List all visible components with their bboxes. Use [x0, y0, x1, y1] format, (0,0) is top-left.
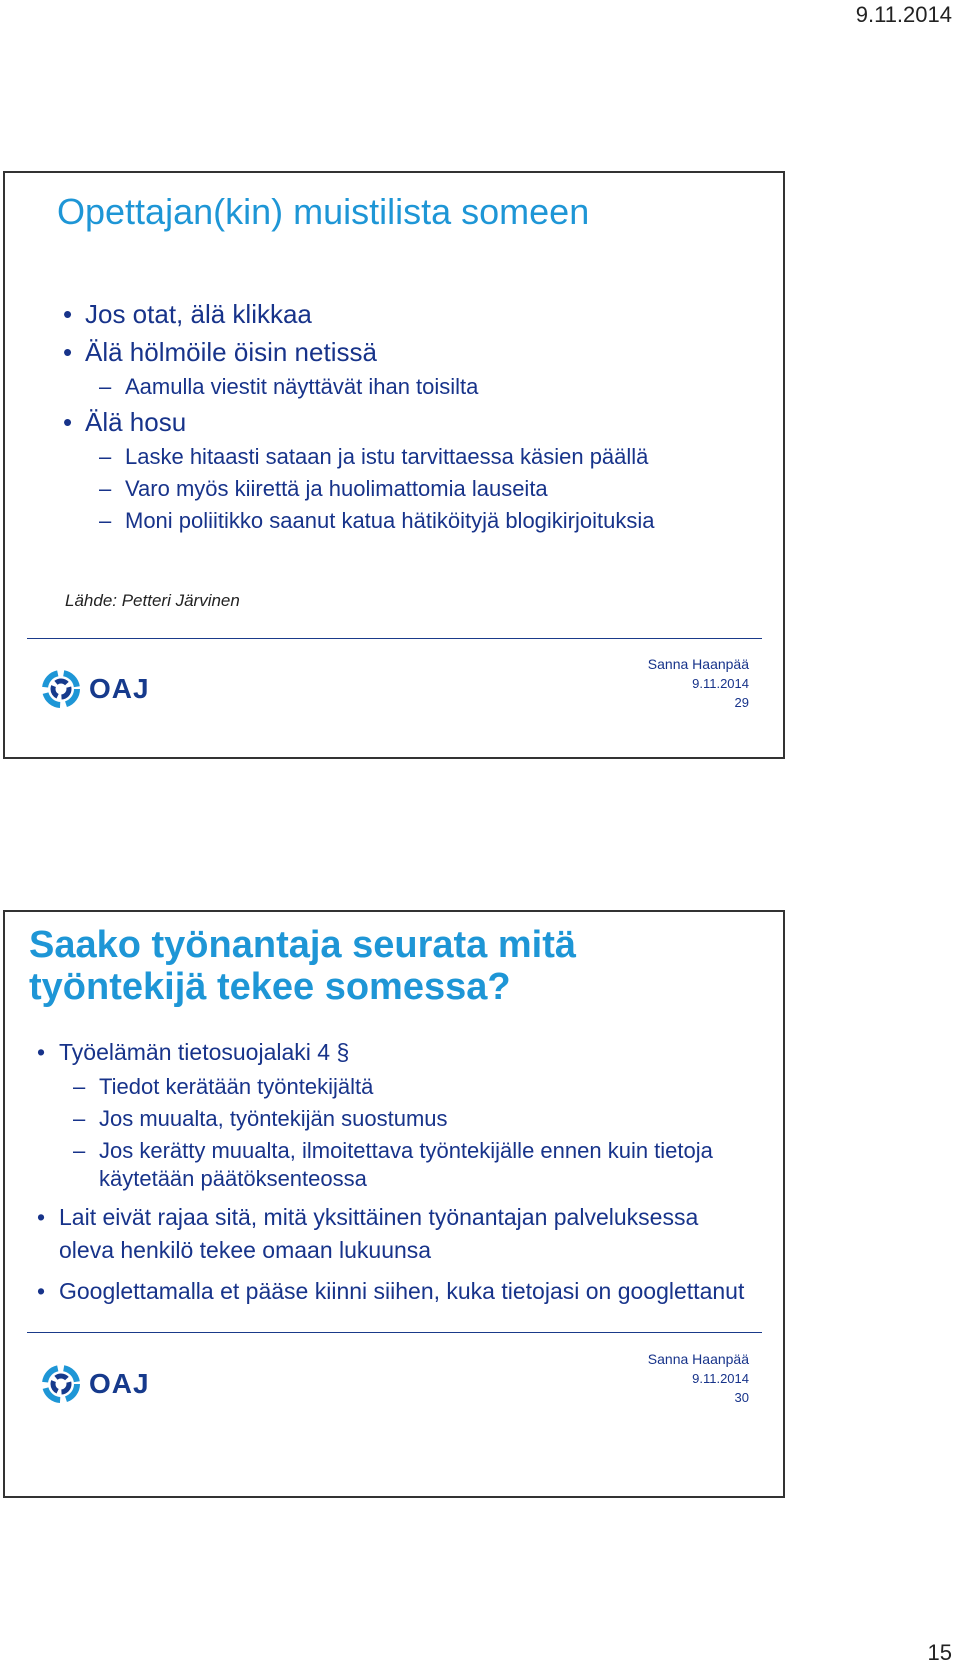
page-number: 15 [927, 1640, 952, 1665]
bullet-item: • Jos otat, älä klikkaa [85, 295, 655, 333]
footer-divider [27, 638, 762, 639]
author-name: Sanna Haanpää [647, 1351, 749, 1367]
bullet-item: • Älä hölmöile öisin netissä [85, 333, 655, 371]
source-note: Lähde: Petteri Järvinen [65, 591, 240, 610]
sub-bullet-item: – Varo myös kiirettä ja huolimattomia lauseita [125, 473, 655, 505]
slide-meta [648, 1350, 749, 1407]
bullet-item: • Älä hosu [85, 403, 655, 441]
bullet-list [59, 1036, 759, 1308]
bullet-list [85, 295, 655, 537]
sub-bullet-item: – Jos muualta, työntekijän suostumus [99, 1105, 759, 1133]
oaj-logo [41, 669, 150, 709]
bullet-item: • Googlettamalla et pääse kiinni siihen, kuka tietojasi on googlettanut [59, 1275, 759, 1308]
slide-29 [3, 171, 785, 759]
bullet-item: • Lait eivät rajaa sitä, mitä yksittäinen työnantajan palveluksessa oleva henkilö tekee omaan lukuunsa [59, 1201, 759, 1267]
slide-number: 29 [734, 695, 749, 710]
logo-text: OAJ [89, 673, 150, 704]
slide-number: 30 [734, 1390, 749, 1405]
oaj-logo [41, 1364, 150, 1404]
logo-text: OAJ [89, 1368, 150, 1399]
slide-title: Opettajan(kin) muistilista someen [57, 191, 590, 232]
sub-bullet-item: – Tiedot kerätään työntekijältä [99, 1073, 759, 1101]
slide-date: 9.11.2014 [692, 1371, 749, 1386]
slide-30 [3, 910, 785, 1498]
bullet-item: • Työelämän tietosuojalaki 4 § [59, 1036, 759, 1069]
slide-title-line: Saako työnantaja seurata mitä [29, 924, 576, 966]
slide-meta [648, 655, 749, 712]
sub-bullet-item: – Moni poliitikko saanut katua hätiköityjä blogikirjoituksia [125, 505, 655, 537]
sub-bullet-item: – Jos kerätty muualta, ilmoitettava työntekijälle ennen kuin tietoja käytetään päätöksenteossa [99, 1137, 759, 1193]
slide-date: 9.11.2014 [692, 676, 749, 691]
footer-divider [27, 1332, 762, 1333]
oaj-logo-icon [41, 1364, 81, 1404]
page-header-date: 9.11.2014 [855, 2, 952, 27]
sub-bullet-item: – Aamulla viestit näyttävät ihan toisilta [125, 371, 655, 403]
slide-title [29, 924, 729, 1008]
sub-bullet-item: – Laske hitaasti sataan ja istu tarvittaessa käsien päällä [125, 441, 655, 473]
slide-title-line: työntekijä tekee somessa? [29, 966, 511, 1008]
author-name: Sanna Haanpää [647, 656, 749, 672]
oaj-logo-icon [41, 669, 81, 709]
